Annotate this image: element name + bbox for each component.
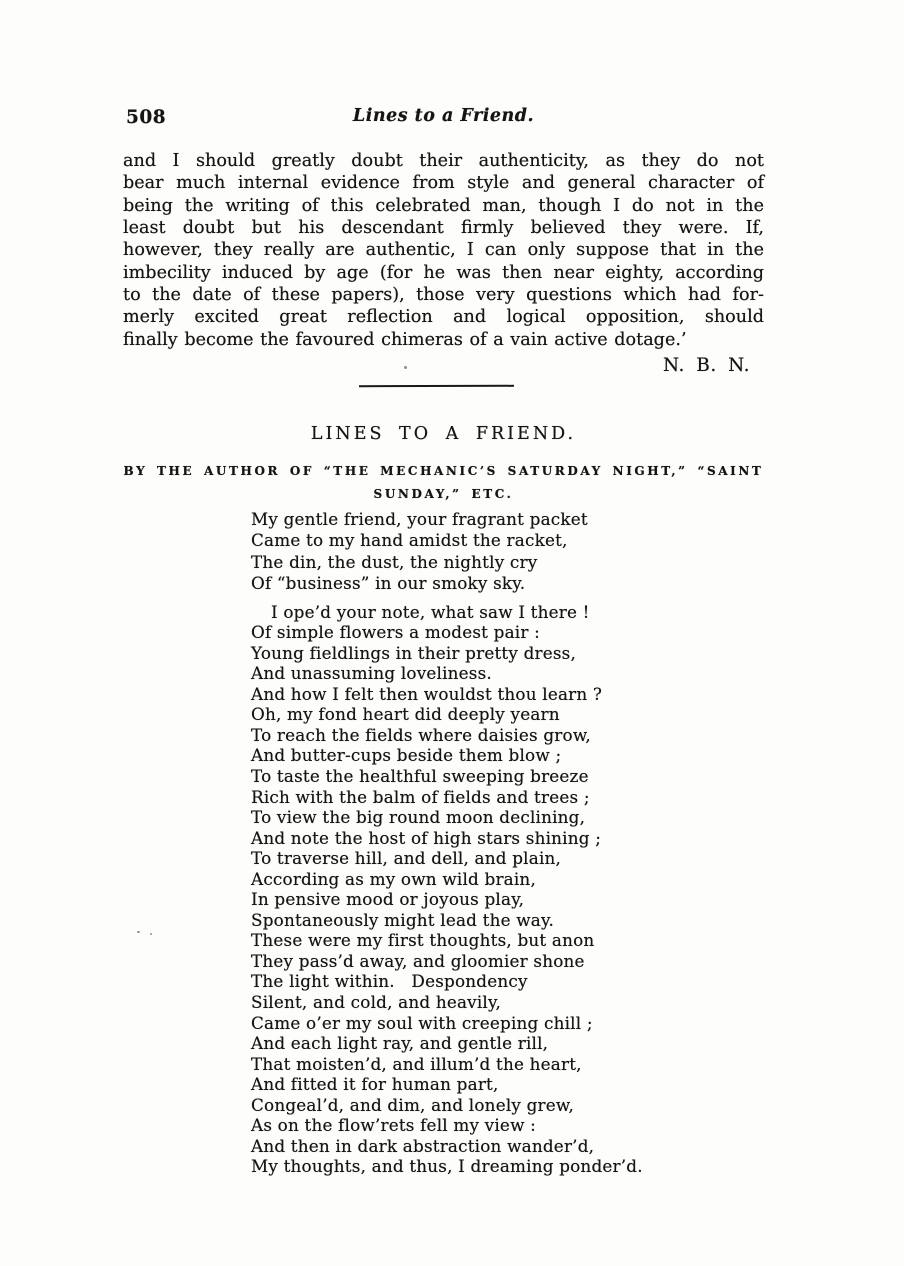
poem-line: To taste the healthful sweeping breeze — [251, 766, 589, 786]
poem-body — [251, 509, 681, 1177]
letter-line: least doubt but his descendant firmly believed they were. If, — [123, 218, 764, 239]
poem-line: Silent, and cold, and heavily, — [251, 992, 501, 1013]
poem-line: Rich with the balm of fields and trees ; — [251, 786, 590, 807]
poem-line: To reach the fields where daisies grow, — [251, 724, 591, 745]
page-number: 508 — [126, 107, 167, 128]
letter-line: being the writing of this celebrated man, though I do not in the — [123, 195, 764, 216]
poem-line: The din, the dust, the nightly cry — [251, 551, 538, 572]
letter-line: however, they really are authentic, I can only suppose that in the — [123, 240, 764, 261]
poem-line: Young fieldlings in their pretty dress, — [251, 642, 577, 663]
poem-line: And unassuming loveliness. — [251, 663, 492, 684]
letter-line: to the date of these papers), those very questions which had for- — [123, 285, 764, 306]
page-header — [123, 106, 764, 134]
poem-line: Came o’er my soul with creeping chill ; — [251, 1012, 593, 1033]
poem-heading — [123, 424, 764, 506]
poem-line: Of simple flowers a modest pair : — [251, 622, 540, 643]
poem-line: And fitted it for human part, — [251, 1074, 499, 1095]
poem-line: According as my own wild brain, — [251, 868, 536, 889]
poem-line: And note the host of high stars shining ; — [251, 827, 602, 848]
poem-line: To traverse hill, and dell, and plain, — [251, 848, 562, 869]
section-divider-rule — [359, 385, 514, 387]
poem-line: And then in dark abstraction wander’d, — [251, 1135, 595, 1156]
scan-speck — [150, 933, 152, 935]
scan-speck — [137, 931, 140, 933]
letter-signature: N. B. N. — [662, 355, 750, 377]
poem-line: And how I felt then wouldst thou learn ? — [251, 683, 603, 704]
poem-line: And each light ray, and gentle rill, — [251, 1033, 549, 1054]
poem-line: These were my first thoughts, but anon — [251, 930, 595, 951]
poem-line: Oh, my fond heart did deeply yearn — [251, 704, 560, 725]
poem-line: I ope’d your note, what saw I there ! — [271, 601, 590, 622]
poem-byline-line: BY THE AUTHOR OF “THE MECHANIC’S SATURDAY NIGHT,” “SAINT — [123, 464, 764, 478]
poem-line: Spontaneously might lead the way. — [251, 909, 554, 930]
letter-line: finally become the favoured chimeras of a vain active dotage.’ — [123, 329, 687, 350]
poem-line: And butter-cups beside them blow ; — [251, 745, 562, 766]
poem-stanza-2 — [251, 602, 681, 1177]
poem-line: My gentle friend, your fragrant packet — [251, 509, 588, 529]
letter-line: imbecility induced by age (for he was then near eighty, according — [123, 262, 764, 283]
poem-line: My thoughts, and thus, I dreaming ponder’d. — [251, 1156, 643, 1177]
poem-line: Came to my hand amidst the racket, — [251, 530, 568, 551]
letter-line: and I should greatly doubt their authenticity, as they do not — [123, 151, 764, 171]
poem-title: LINES TO A FRIEND. — [310, 424, 577, 444]
poem-line: That moisten’d, and illum’d the heart, — [251, 1053, 582, 1074]
poem-line: In pensive mood or joyous play, — [251, 889, 525, 910]
poem-byline-line: SUNDAY,” ETC. — [373, 487, 514, 501]
poem-line: As on the flow’rets fell my view : — [251, 1115, 537, 1136]
poem-line: Congeal’d, and dim, and lonely grew, — [251, 1094, 575, 1115]
running-title: Lines to a Friend. — [352, 106, 535, 126]
poem-stanza-1 — [251, 509, 681, 595]
poem-line: To view the big round moon declining, — [251, 807, 586, 828]
letter-line: bear much internal evidence from style and general character of — [123, 173, 764, 194]
poem-line: They pass’d away, and gloomier shone — [251, 950, 585, 971]
letter-line: merly excited great reflection and logical opposition, should — [123, 307, 764, 328]
letter-paragraph — [123, 150, 764, 377]
poem-line: The light within. Despondency — [251, 971, 528, 992]
poem-byline — [123, 460, 764, 506]
poem-line: Of “business” in our smoky sky. — [251, 573, 526, 594]
scan-speck — [404, 366, 407, 369]
